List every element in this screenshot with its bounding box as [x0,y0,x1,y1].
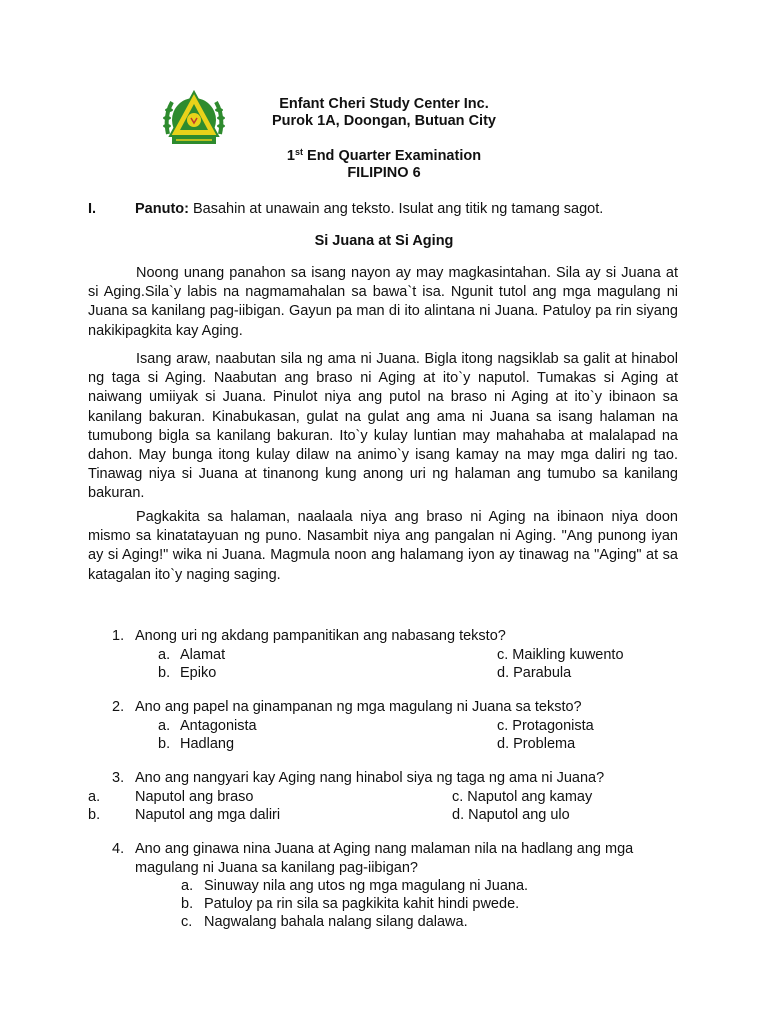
exam-subject: FILIPINO 6 [347,165,421,181]
section-instruction [135,201,603,217]
exam-ordinal-suffix: st [294,147,303,157]
story-paragraph-1: Noong unang panahon sa isang nayon ay may magkasintahan. Sila ay si Juana at si Aging.Sila`y labis na nagmamahalan sa bawa`t isa. Ngunit tutol ang mga magulang ni Juana sa kanilang pag-iibigan. Gayun pa man di ito alintana ni Juana. Patuloy pa rin siyang nakikipagkita kay Aging. [88,265,678,339]
q4-option-a-letter: a. [181,878,194,894]
q3-option-c: c. Naputol ang kamay [452,789,593,805]
question-3-number: 3. [112,770,125,786]
q2-option-b-letter: b. [158,736,171,752]
q2-option-a: Antagonista [180,718,257,734]
q1-option-c: c. Maikling kuwento [497,647,624,663]
exam-title [0,148,768,165]
question-2-text: Ano ang papel na ginampanan ng mga magulang ni Juana sa teksto? [135,699,582,715]
exam-title-rest: End Quarter Examination [303,148,482,164]
question-1-text: Anong uri ng akdang pampanitikan ang nabasang teksto? [135,628,506,644]
question-2-number: 2. [112,699,125,715]
school-address: Purok 1A, Doongan, Butuan City [272,113,496,129]
story-paragraph-2: Isang araw, naabutan sila ng ama ni Juana. Bigla itong nagsiklab sa galit at hinabol ng taga si Aging. Naabutan ang braso ni Aging at ito`y naputol. Tumakas si Aging at naiwang umiiyak si Juana. Pinulot niya ang putol na braso ni Aging at ito`y ibinaon sa kanilang bakuran. Kinabukasan, gulat na gulat ang ama ni Juana sa isang halaman na tumubong bigla sa kanilang bakuran. Ito`y kulay luntian may mahahaba at malalapad na dahon. May bunga itong kulay dilaw na animo`y isang kamay na may mga daliri ng tao. Tinawag niya si Juana at tinanong kung anong uri ng halaman ang tumubo sa kanilang bakuran. [88,351,678,502]
exam-ordinal: 1 [286,148,295,164]
story-paragraph-3: Pagkakita sa halaman, naalaala niya ang braso ni Aging na ibinaon niya doon mismo sa kinatatayuan ng puno. Nasambit niya ang pangalan ni Aging. "Ang punong iyan ay si Aging!" wika ni Juana. Magmula noon ang halamang iyon ay tinawag na "Aging" at sa katagalan ito`y naging saging. [88,509,678,583]
q4-option-a: Sinuway nila ang utos ng mga magulang ni Juana. [204,878,529,894]
q1-option-a: Alamat [180,647,226,663]
q2-option-c: c. Protagonista [497,718,594,734]
q3-option-a-letter: a. [88,789,101,805]
question-4-text-line-1: Ano ang ginawa nina Juana at Aging nang malaman nila na hadlang ang mga [135,841,634,857]
q2-option-b: Hadlang [180,736,235,752]
q3-option-d: d. Naputol ang ulo [452,807,570,823]
q3-option-a: Naputol ang braso [135,789,254,805]
instruction-text: Basahin at unawain ang teksto. Isulat ang titik ng tamang sagot. [188,201,604,217]
q1-option-a-letter: a. [158,647,171,663]
q4-option-b-letter: b. [181,896,194,912]
q3-option-b-letter: b. [88,807,101,823]
question-4-text-line-2: magulang ni Juana sa kanilang pag-iibigan? [135,860,418,876]
q2-option-d: d. Problema [497,736,576,752]
school-name: Enfant Cheri Study Center Inc. [279,96,489,112]
instruction-label: Panuto: [135,201,189,217]
q1-option-d: d. Parabula [497,665,572,681]
q4-option-c: Nagwalang bahala nalang silang dalawa. [204,914,468,930]
q1-option-b: Epiko [180,665,217,681]
q4-option-b: Patuloy pa rin sila sa pagkikita kahit hindi pwede. [204,896,520,912]
q2-option-a-letter: a. [158,718,171,734]
q4-option-c-letter: c. [181,914,193,930]
question-4-number: 4. [112,841,125,857]
section-numeral: I. [88,201,97,217]
story-title: Si Juana at Si Aging [314,233,454,249]
q3-option-b: Naputol ang mga daliri [135,807,281,823]
question-3-text: Ano ang nangyari kay Aging nang hinabol siya ng taga ng ama ni Juana? [135,770,605,786]
q1-option-b-letter: b. [158,665,171,681]
question-1-number: 1. [112,628,125,644]
